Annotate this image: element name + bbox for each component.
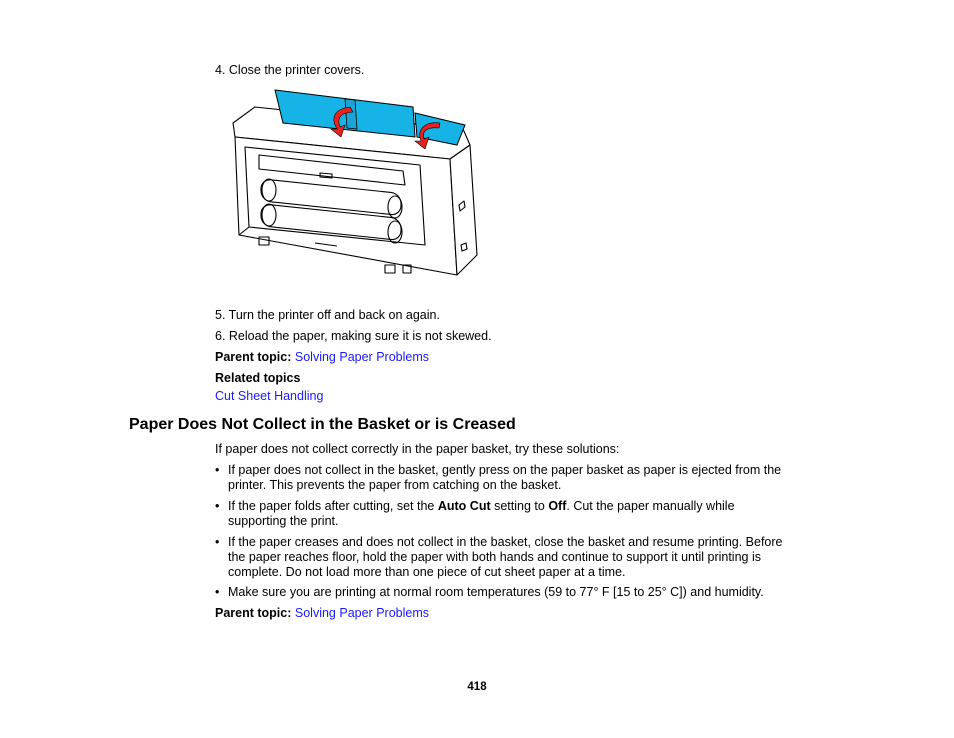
step-4: 4. Close the printer covers. xyxy=(215,63,365,77)
bullet-2-line-2: supporting the print. xyxy=(228,514,339,528)
section-intro: If paper does not collect correctly in the paper basket, try these solutions: xyxy=(215,442,620,456)
bullet-4-text: Make sure you are printing at normal room temperatures (59 to 77° F [15 to 25° C]) and humidity. xyxy=(228,585,764,599)
auto-cut-label: Auto Cut xyxy=(437,499,491,513)
page-number: 418 xyxy=(467,681,487,693)
parent-topic-1 xyxy=(215,350,429,364)
bullet-dot: • xyxy=(215,499,220,513)
bullet-dot: • xyxy=(215,463,220,477)
cut-sheet-handling-link[interactable]: Cut Sheet Handling xyxy=(215,389,324,403)
bullet-dot: • xyxy=(215,585,220,599)
off-label: Off xyxy=(548,499,567,513)
bullet-1-line-2: printer. This prevents the paper from catching on the basket. xyxy=(228,478,562,492)
bullet-1-line-1: If paper does not collect in the basket, gently press on the paper basket as paper is ejected from the xyxy=(228,463,782,477)
bullet-3-line-2: the paper reaches floor, hold the paper with both hands and continue to support it until printing is xyxy=(228,550,761,564)
related-topics-label: Related topics xyxy=(215,371,301,385)
parent-topic-label: Parent topic: xyxy=(215,350,292,364)
parent-topic-label: Parent topic: xyxy=(215,606,292,620)
bullet-3-line-1: If the paper creases and does not collect in the basket, close the basket and resume printing. Before xyxy=(228,535,783,549)
step-6: 6. Reload the paper, making sure it is not skewed. xyxy=(215,329,492,343)
step-5: 5. Turn the printer off and back on again. xyxy=(215,308,440,322)
parent-topic-2 xyxy=(215,606,429,620)
section-heading: Paper Does Not Collect in the Basket or is Creased xyxy=(129,416,516,433)
bullet-2-mid: setting to xyxy=(490,499,549,513)
solving-paper-problems-link[interactable]: Solving Paper Problems xyxy=(294,350,429,364)
solving-paper-problems-link[interactable]: Solving Paper Problems xyxy=(294,606,429,620)
bullet-2-post: . Cut the paper manually while xyxy=(566,499,735,513)
bullet-dot: • xyxy=(215,535,220,549)
bullet-3-line-3: complete. Do not load more than one piece of cut sheet paper at a time. xyxy=(228,565,626,579)
printer-closing-covers-illustration xyxy=(225,85,485,280)
bullet-2-pre: If the paper folds after cutting, set the xyxy=(228,499,438,513)
